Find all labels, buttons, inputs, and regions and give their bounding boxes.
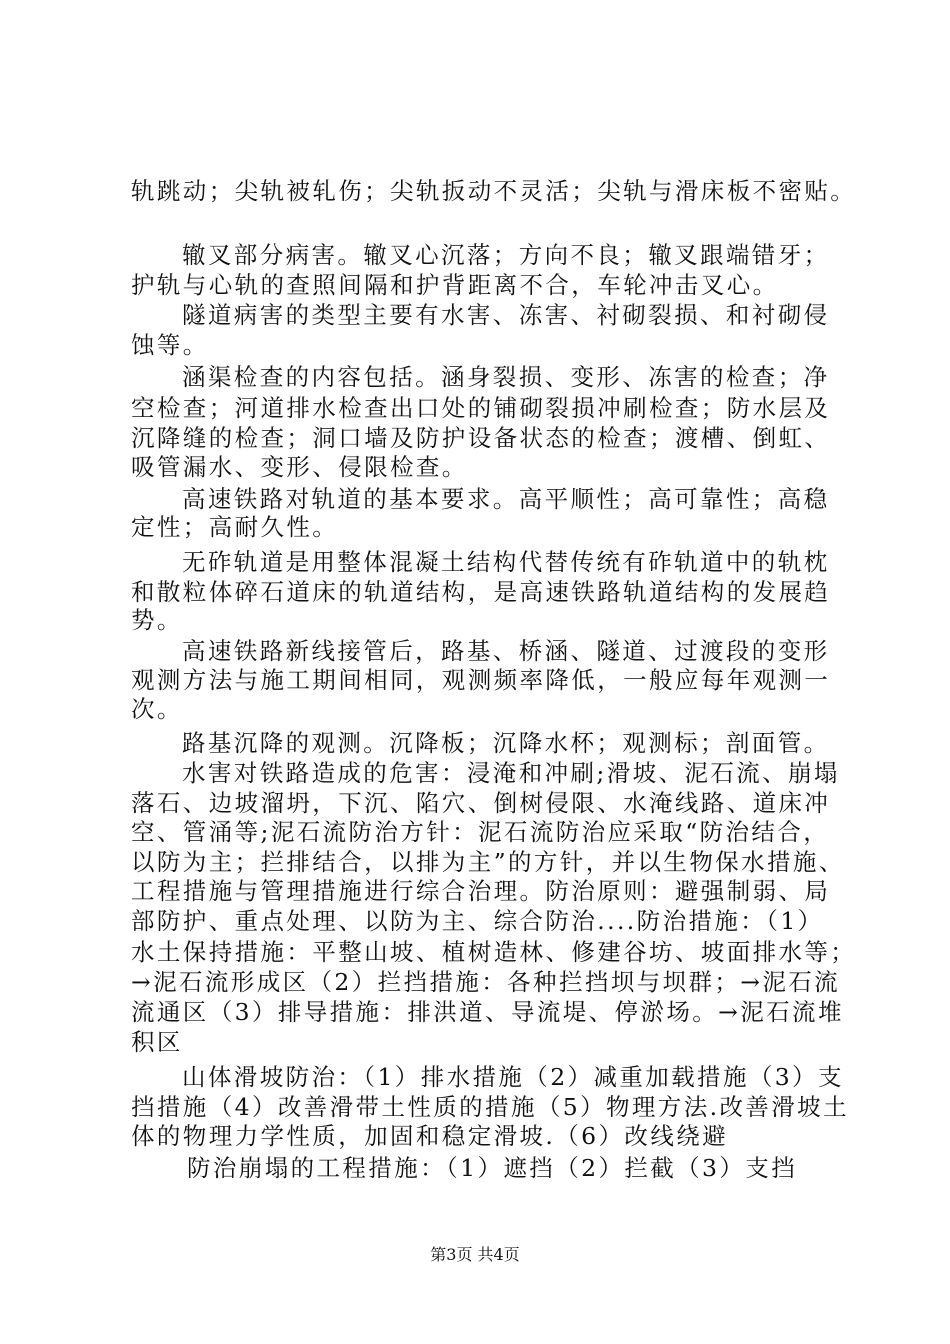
text-line: 沉降缝的检查；洞口墙及防护设备状态的检查；渡槽、倒虹、 <box>131 424 831 452</box>
text-line: 吸管漏水、变形、侵限检查。 <box>131 453 468 481</box>
text-line: 高速铁路新线接管后，路基、桥涵、隧道、过渡段的变形 <box>182 637 830 665</box>
text-line: 流通区（3）排导措施：排洪道、导流堤、停淤场。→泥石流堆 <box>131 998 844 1026</box>
text-line: 水土保持措施：平整山坡、植树造林、修建谷坊、坡面排水等； <box>131 938 857 966</box>
text-line: 体的物理力学性质，加固和稳定滑坡.（6）改线绕避 <box>131 1122 729 1150</box>
text-line: 观测方法与施工期间相同，观测频率降低，一般应每年观测一 <box>131 666 831 694</box>
text-line: 工程措施与管理措施进行综合治理。防治原则：避强制弱、局 <box>131 877 831 905</box>
text-line: 蚀等。 <box>131 331 209 359</box>
text-line: 落石、边坡溜坍，下沉、陷穴、倒树侵限、水淹线路、道床冲 <box>131 789 831 817</box>
text-line: 挡措施（4）改善滑带土性质的措施（5）物理方法.改善滑坡土 <box>131 1093 849 1121</box>
text-line: 部防护、重点处理、以防为主、综合防治....防治措施：（1） <box>131 907 824 935</box>
text-line: 积区 <box>131 1028 183 1056</box>
text-line: 定性；高耐久性。 <box>131 513 339 541</box>
text-line: 无砟轨道是用整体混凝土结构代替传统有砟轨道中的轨枕 <box>182 548 830 576</box>
text-line: 护轨与心轨的查照间隔和护背距离不合，车轮冲击叉心。 <box>131 271 779 299</box>
text-line: 空、管涌等;泥石流防治方针：泥石流防治应采取“防治结合， <box>131 818 830 846</box>
text-line: 路基沉降的观测。沉降板；沉降水杯；观测标；剖面管。 <box>182 729 830 757</box>
text-line: 势。 <box>131 606 183 634</box>
text-line: 轨跳动；尖轨被轧伤；尖轨扳动不灵活；尖轨与滑床板不密贴。 <box>131 177 857 205</box>
text-line: 山体滑坡防治：（1）排水措施（2）减重加载措施（3）支 <box>182 1063 844 1091</box>
text-line: 防治崩塌的工程措施：（1）遮挡（2）拦截（3）支挡 <box>187 1154 798 1182</box>
text-line: 次。 <box>131 695 183 723</box>
text-line: 以防为主；拦排结合，以排为主”的方针，并以生物保水措施、 <box>131 848 845 876</box>
text-line: 涵渠检查的内容包括。涵身裂损、变形、冻害的检查；净 <box>182 363 830 391</box>
text-line: 和散粒体碎石道床的轨道结构，是高速铁路轨道结构的发展趋 <box>131 578 831 606</box>
text-line: 空检查；河道排水检查出口处的铺砌裂损冲刷检查；防水层及 <box>131 394 831 422</box>
text-line: 辙叉部分病害。辙叉心沉落；方向不良；辙叉跟端错牙； <box>182 241 830 269</box>
page-number: 第3页 共4页 <box>430 1245 520 1264</box>
text-line: 水害对铁路造成的危害：浸淹和冲刷;滑坡、泥石流、崩塌 <box>182 759 840 787</box>
text-line: →泥石流形成区（2）拦挡措施：各种拦挡坝与坝群；→泥石流 <box>131 968 841 996</box>
text-line: 高速铁路对轨道的基本要求。高平顺性；高可靠性；高稳 <box>182 485 830 513</box>
text-line: 隧道病害的类型主要有水害、冻害、衬砌裂损、和衬砌侵 <box>182 301 830 329</box>
